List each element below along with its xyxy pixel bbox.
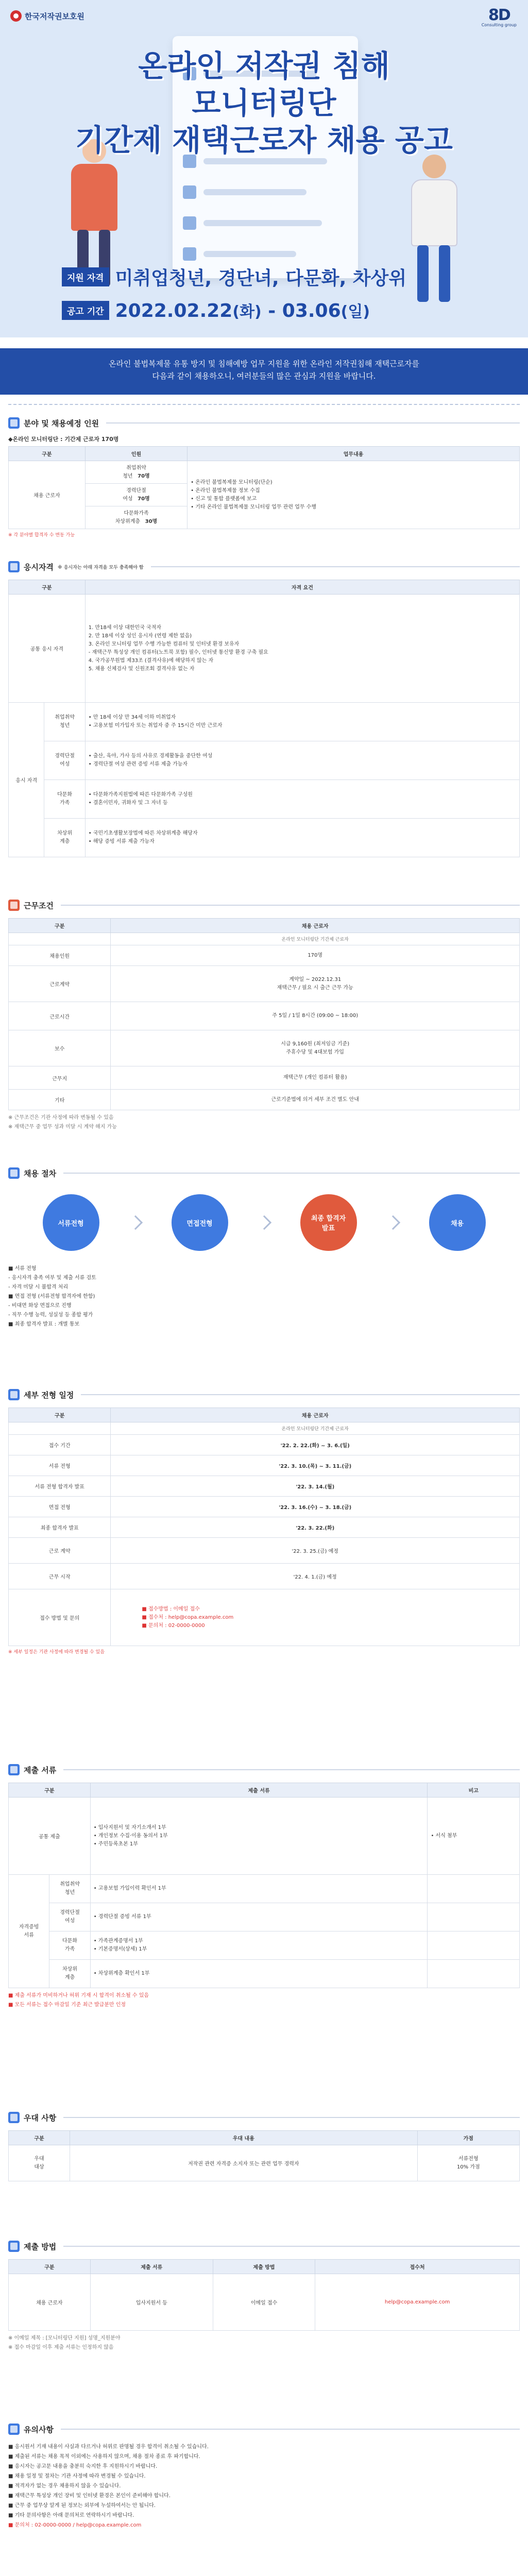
- table-header: 제출 서류: [90, 1783, 428, 1798]
- table-row: [9, 595, 520, 703]
- table-row: [9, 2274, 520, 2331]
- section-title: 우대 사항: [24, 2113, 57, 2123]
- table-header: 자격 요건: [85, 580, 519, 595]
- section-title: 분야 및 채용예정 인원: [24, 418, 99, 428]
- table-cell: • 가족관계증명서 1부 • 기본증명서(상세) 1부: [90, 1931, 428, 1960]
- duties-cell: • 온라인 불법복제물 모니터링(단순) • 온라인 불법복제물 정보 수집 • 신고 및 통합 플랫폼에 보고 • 기타 온라인 불법복제물 모니터링 업무 관련 업무 수행: [188, 461, 520, 529]
- hero-title-line: 온라인 저작권 침해: [138, 48, 390, 83]
- hero-desc-line: 다음과 같이 채용하오니, 여러분들의 많은 관심과 지원을 바랍니다.: [152, 371, 376, 381]
- text-line: [203, 220, 322, 226]
- list-item: ■ 문의처 : 02-0000-0000 / help@copa.example.com: [8, 2522, 142, 2528]
- section-icon: [8, 1764, 20, 1775]
- arrow-right-icon: [128, 1215, 142, 1230]
- section-title: 근무조건: [24, 901, 54, 910]
- table-cell: 취업취약 청년 70명: [85, 461, 187, 484]
- table-header: 비고: [428, 1783, 520, 1798]
- table-cell: 차상위 계층: [44, 819, 85, 857]
- table-cell[interactable]: help@copa.example.com: [315, 2274, 520, 2331]
- section-icon: [8, 900, 20, 911]
- target-row: [62, 264, 466, 290]
- table-header: 인원: [85, 447, 187, 461]
- table-cell: 자격증빙 서류: [9, 1875, 49, 1988]
- table-cell: '22. 3. 10.(목) ~ 3. 11.(금): [111, 1455, 520, 1476]
- table-cell: • 서식 첨부: [428, 1798, 520, 1875]
- table-cell: 채용인원: [9, 945, 111, 966]
- table-row: [9, 1564, 520, 1589]
- table-row: [9, 461, 520, 484]
- table-header: 채용 근로자: [111, 1408, 520, 1422]
- section-notice: [8, 2421, 520, 2530]
- section-icon: [8, 417, 20, 429]
- section-documents: [8, 1762, 520, 2010]
- arrow-right-icon: [257, 1215, 271, 1230]
- table-header: 구분: [9, 580, 86, 595]
- table-cell: 다문화 가족: [49, 1931, 90, 1960]
- table-cell: 경력단절 여성 70명: [85, 484, 187, 506]
- table-cell: '22. 3. 22.(화): [111, 1517, 520, 1538]
- target-tag: 지원 자격: [62, 267, 109, 286]
- divider: [8, 404, 520, 405]
- table-header: 구분: [9, 447, 86, 461]
- section-note: ※ 응시자는 아래 자격을 모두 충족해야 함: [57, 565, 144, 570]
- table-cell: • 경력단절 증빙 서류 1부: [90, 1903, 428, 1931]
- table-cell: 응시 자격: [9, 703, 44, 857]
- table-cell: 우대 대상: [9, 2145, 70, 2181]
- arrow-right-icon: [385, 1215, 400, 1230]
- table-cell: 이메일 접수: [213, 2274, 315, 2331]
- partner-logo-text: Consulting group: [481, 23, 517, 27]
- section-subtitle: ◆온라인 모니터링단 : 기간제 근로자 170명: [8, 436, 119, 443]
- table-cell: 170명: [111, 945, 520, 966]
- table-row: [9, 2145, 520, 2181]
- table-cell: 취업취약 청년: [49, 1875, 90, 1903]
- partner-logo-mark: 8D: [488, 6, 510, 24]
- table-cell: 근로기준법에 의거 세부 조건 별도 안내: [111, 1090, 520, 1110]
- checkbox-icon: [183, 216, 196, 230]
- table-row: [9, 1517, 520, 1538]
- table-header: 제출 서류: [90, 2260, 213, 2274]
- section-title: 채용 절차: [24, 1168, 57, 1178]
- conditions-table: [8, 918, 520, 1110]
- table-cell: 접수 방법 및 문의: [9, 1589, 111, 1646]
- table-header: 구분: [9, 919, 111, 933]
- text-line: [203, 251, 296, 257]
- hero-banner: [0, 0, 528, 337]
- table-cell: 1. 만18세 이상 대한민국 국적자 2. 만 18세 이상 성인 응시자 (연령 제한 없음) 3. 온라인 모니터링 업무 수행 가능한 컴퓨터 및 인터넷 환경 보유자 - 재택근무 특성상 개인 컴퓨터(노트북 포함) 필수, 인터넷 통신망 환경 구축 필요 4. 국가공무원법 제33조 (결격사유)에 해당하지 않는 자 5. 채용 신체검사 및 신원조회 결격사유 없는 자: [85, 595, 519, 703]
- table-cell: 근로계약: [9, 966, 111, 1002]
- text-line: [203, 158, 327, 164]
- table-cell: 차상위 계층: [49, 1960, 90, 1988]
- table-cell: 다문화가족 차상위계층 30명: [85, 506, 187, 529]
- list-item: ■ 응시원서 기재 내용이 사실과 다르거나 허위로 판명될 경우 합격이 취소될 수 있습니다.: [8, 2444, 209, 2450]
- table-cell: '22. 3. 25.(금) 예정: [111, 1538, 520, 1564]
- schedule-table: [8, 1408, 520, 1646]
- section-title: 제출 서류: [24, 1765, 57, 1775]
- documents-table: [8, 1783, 520, 1988]
- period-tag: 공고 기간: [62, 301, 109, 320]
- hero-title-line: 기간제 재택근로자 채용 공고: [75, 123, 453, 158]
- section-schedule: [8, 1387, 520, 1655]
- period-start-day: (화): [232, 303, 262, 321]
- section-icon: [8, 1167, 20, 1179]
- list-item: ■ 재택근무 특성상 개인 장비 및 인터넷 환경은 본인이 준비해야 합니다.: [8, 2493, 171, 2499]
- table-cell: 경력단절 여성: [44, 741, 85, 780]
- section-conditions: [8, 897, 520, 1132]
- table-cell: 취업취약 청년: [44, 703, 85, 741]
- period-end: 03.06: [282, 300, 341, 321]
- list-item: ■ 제출된 서류는 채용 목적 이외에는 사용하지 않으며, 채용 절차 종료 후 파기합니다.: [8, 2454, 200, 2460]
- eligibility-table: [8, 580, 520, 857]
- list-item: ■ 적격자가 없는 경우 채용하지 않을 수 있습니다.: [8, 2483, 121, 2489]
- table-row: [9, 1497, 520, 1517]
- table-cell: 서류 전형 합격자 발표: [9, 1476, 111, 1497]
- table-row: [9, 1002, 520, 1030]
- table-cell: • 출산, 육아, 가사 등의 사유로 경제활동을 중단한 여성 • 경력단절 여성 관련 증빙 서류 제출 가능자: [85, 741, 519, 780]
- table-row: [9, 945, 520, 966]
- table-header: 구분: [9, 2131, 70, 2145]
- table-header: 접수처: [315, 2260, 520, 2274]
- section-note: ※ 각 분야별 합격자 수 변동 가능: [8, 533, 75, 538]
- table-row: [9, 1066, 520, 1090]
- person-body: [411, 179, 457, 246]
- table-row: [9, 1538, 520, 1564]
- table-row: [9, 1931, 520, 1960]
- table-cell: • 국민기초생활보장법에 따른 차상위계층 해당자 • 해당 증빙 서류 제출 가능자: [85, 819, 519, 857]
- table-cell: • 입사지원서 및 자기소개서 1부 • 개인정보 수집·이용 동의서 1부 • 주민등록초본 1부: [90, 1798, 428, 1875]
- table-row: [9, 741, 520, 780]
- section-preference: [8, 2110, 520, 2181]
- table-row: [9, 703, 520, 741]
- partner-logo: [482, 6, 517, 27]
- positions-table: [8, 446, 520, 529]
- table-cell: 공통 제출: [9, 1798, 91, 1875]
- table-cell: '22. 3. 14.(월): [111, 1476, 520, 1497]
- table-cell: 시급 9,160원 (최저임금 기준) 주휴수당 및 4대보험 가입: [111, 1030, 520, 1066]
- section-icon: [8, 1389, 20, 1400]
- table-row: [9, 1903, 520, 1931]
- table-header: 제출 방법: [213, 2260, 315, 2274]
- table-row: [9, 1960, 520, 1988]
- submission-table: [8, 2259, 520, 2331]
- table-cell: 주 5일 / 1일 8시간 (09:00 ~ 18:00): [111, 1002, 520, 1030]
- table-cell: 서류 전형: [9, 1455, 111, 1476]
- table-header: 가점: [417, 2131, 519, 2145]
- section-note: ■ 제출 서류가 미비하거나 허위 기재 시 합격이 취소될 수 있음 ■ 모든 서류는 접수 마감일 기준 최근 발급분만 인정: [8, 1993, 149, 2008]
- process-step: 최종 합격자 발표: [300, 1194, 357, 1251]
- table-cell: 접수 기간: [9, 1435, 111, 1455]
- process-step: 채용: [429, 1194, 486, 1251]
- period-text: [115, 299, 370, 321]
- section-positions: [8, 415, 520, 538]
- section-title: 세부 전형 일정: [24, 1390, 74, 1400]
- section-eligibility: [8, 559, 520, 857]
- table-cell: 경력단절 여성: [49, 1903, 90, 1931]
- section-title: 응시자격: [24, 562, 54, 572]
- table-cell: 보수: [9, 1030, 111, 1066]
- table-cell: ■ 접수방법 : 이메일 접수 ■ 접수처 : help@copa.example.com ■ 문의처 : 02-0000-0000: [111, 1589, 520, 1646]
- table-row: [9, 1875, 520, 1903]
- section-note: ※ 근무조건은 기관 사정에 따라 변동될 수 있음 ※ 재택근무 중 업무 성과 미달 시 계약 해지 가능: [8, 1115, 117, 1130]
- table-header: 구분: [9, 2260, 91, 2274]
- table-row: [9, 819, 520, 857]
- table-cell: 면접 전형: [9, 1497, 111, 1517]
- hero-description: [0, 348, 528, 395]
- hero-title: [0, 47, 528, 159]
- table-row: [9, 1798, 520, 1875]
- table-cell: '22. 4. 1.(금) 예정: [111, 1564, 520, 1589]
- section-title: 제출 방법: [24, 2242, 57, 2251]
- table-cell: 근로 계약: [9, 1538, 111, 1564]
- table-cell: 채용 근로자: [9, 461, 86, 529]
- preference-table: [8, 2130, 520, 2181]
- table-header: 우대 내용: [70, 2131, 418, 2145]
- table-row: [9, 1090, 520, 1110]
- table-header: 채용 근로자: [111, 919, 520, 933]
- table-row: [9, 1476, 520, 1497]
- table-cell: 다문화 가족: [44, 780, 85, 819]
- table-cell: 공통 응시 자격: [9, 595, 86, 703]
- person-body: [71, 164, 117, 231]
- section-icon: [8, 2112, 20, 2123]
- table-cell: 재택근무 (개인 컴퓨터 활용): [111, 1066, 520, 1090]
- period-separator: -: [261, 300, 282, 321]
- table-cell: '22. 2. 22.(화) ~ 3. 6.(일): [111, 1435, 520, 1455]
- hero-title-line: 모니터링단: [192, 86, 336, 121]
- section-icon: [8, 561, 20, 572]
- checkbox-icon: [183, 247, 196, 261]
- table-cell: 근무 시작: [9, 1564, 111, 1589]
- section-icon: [8, 2424, 20, 2435]
- period-start: 2022.02.22: [115, 300, 233, 321]
- table-row: [9, 780, 520, 819]
- table-row: [9, 1455, 520, 1476]
- table-cell: • 만 18세 이상 만 34세 이하 미취업자 • 고용보험 미가입자 또는 취업자 중 주 15시간 미만 근로자: [85, 703, 519, 741]
- org-logo-text: 한국저작권보호원: [25, 11, 84, 21]
- table-header: 업무내용: [188, 447, 520, 461]
- table-row: [9, 1435, 520, 1455]
- table-cell: 저작권 관련 자격증 소지자 또는 관련 업무 경력자: [70, 2145, 418, 2181]
- table-cell: 입사지원서 등: [90, 2274, 213, 2331]
- table-cell: 최종 합격자 발표: [9, 1517, 111, 1538]
- process-details: ■ 서류 전형 - 응시자격 충족 여부 및 제출 서류 검토 - 자격 미달 시 불합격 처리 ■ 면접 전형 (서류전형 합격자에 한함) - 비대면 화상 면접으로 진행 - 직무 수행 능력, 성실성 등 종합 평가 ■ 최종 합격자 발표 : 개별 통보: [8, 1266, 96, 1327]
- hero-desc-line: 온라인 불법복제물 유통 방지 및 침해예방 업무 지원을 위한 온라인 저작권침해 재택근로자를: [108, 359, 420, 368]
- table-cell: 근무지: [9, 1066, 111, 1090]
- target-text: 미취업청년, 경단녀, 다문화, 차상위: [115, 268, 407, 289]
- section-icon: [8, 2241, 20, 2252]
- notice-list: [8, 2442, 520, 2530]
- table-header: 구분: [9, 1783, 91, 1798]
- table-row: [9, 966, 520, 1002]
- list-item: ■ 채용 일정 및 절차는 기관 사정에 따라 변경될 수 있습니다.: [8, 2473, 146, 2479]
- list-item: ■ 기타 문의사항은 아래 문의처로 연락하시기 바랍니다.: [8, 2513, 134, 2518]
- table-cell: 온라인 모니터링단 기간제 근로자: [111, 933, 520, 945]
- table-cell: • 차상위계층 확인서 1부: [90, 1960, 428, 1988]
- period-row: [62, 299, 466, 321]
- section-note: ※ 세부 일정은 기관 사정에 따라 변경될 수 있음: [8, 1650, 105, 1655]
- text-line: [203, 189, 306, 195]
- table-cell: 기타: [9, 1090, 111, 1110]
- table-cell: • 다문화가족지원법에 따른 다문화가족 구성원 • 결혼이민자, 귀화자 및 그 자녀 등: [85, 780, 519, 819]
- org-logo: [10, 10, 84, 22]
- table-row: [9, 1589, 520, 1646]
- process-step: 면접전형: [172, 1194, 228, 1251]
- table-header: 구분: [9, 1408, 111, 1422]
- period-end-day: (일): [340, 303, 370, 321]
- section-submission: [8, 2239, 520, 2352]
- checkbox-icon: [183, 185, 196, 199]
- section-title: 유의사항: [24, 2425, 54, 2434]
- table-row: [9, 1030, 520, 1066]
- table-cell: 근로시간: [9, 1002, 111, 1030]
- table-cell: • 고용보험 가입이력 확인서 1부: [90, 1875, 428, 1903]
- process-flow: [8, 1194, 520, 1251]
- table-cell: 계약일 ~ 2022.12.31 재택근무 / 필요 시 출근 근무 가능: [111, 966, 520, 1002]
- list-item: ■ 응시자는 공고문 내용을 충분히 숙지한 후 지원하시기 바랍니다.: [8, 2464, 158, 2469]
- org-logo-icon: [10, 10, 22, 22]
- table-cell: 온라인 모니터링단 기간제 근로자: [111, 1422, 520, 1435]
- section-process: [8, 1165, 520, 1329]
- process-step: 서류전형: [43, 1194, 99, 1251]
- list-item: ■ 근무 중 업무상 알게 된 정보는 외부에 누설하여서는 안 됩니다.: [8, 2503, 156, 2509]
- table-cell: '22. 3. 16.(수) ~ 3. 18.(금): [111, 1497, 520, 1517]
- section-note: ※ 이메일 제목 : [모니터링단 지원] 성명_지원분야 ※ 접수 마감일 이후 제출 서류는 인정하지 않음: [8, 2335, 121, 2350]
- table-cell: 채용 근로자: [9, 2274, 91, 2331]
- table-cell: 서류전형 10% 가점: [417, 2145, 519, 2181]
